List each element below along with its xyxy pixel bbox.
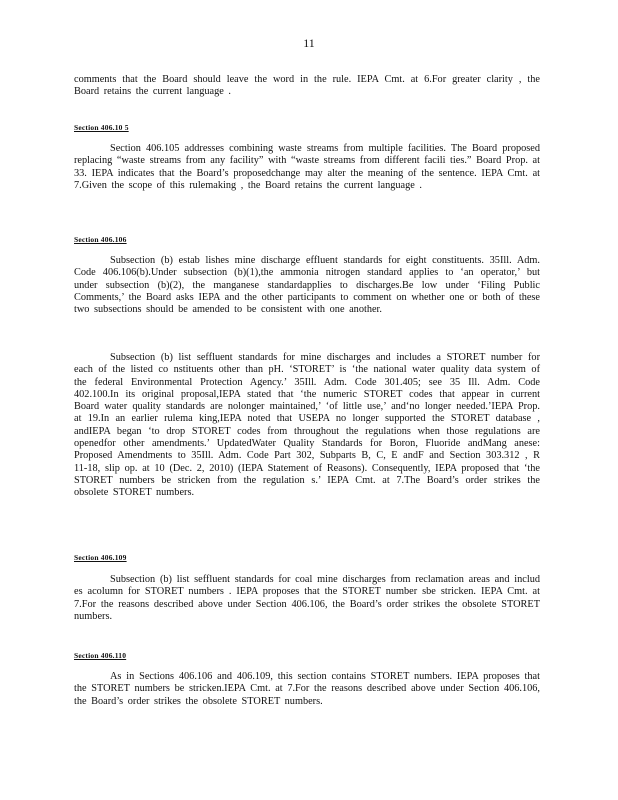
paragraph-406-106-storet xyxy=(74,352,540,500)
paragraph-continuation xyxy=(74,74,540,99)
section-heading-406-106 xyxy=(74,229,540,247)
paragraph-text: Subsection (b) list seffluent standards for coal mine discharges from reclamation areas and includ es acolumn for STORET numbers . IEPA proposes that the STORET number sbe stricken. IEPA Cmt. at 7.For the reasons described above under Section 406.106, the Board’s order strikes the obsolete STORET numbers. xyxy=(74,574,540,622)
section-heading-406-105 xyxy=(74,117,540,135)
section-heading-406-109 xyxy=(74,547,540,565)
section-heading-406-110 xyxy=(74,645,540,663)
section-heading-text: Section 406.106 xyxy=(74,235,127,244)
section-heading-text: Section 406.109 xyxy=(74,553,127,562)
paragraph-text: comments that the Board should leave the word in the rule. IEPA Cmt. at 6.For greater clarity , the Board retains the current language . xyxy=(74,74,540,98)
paragraph-text: Section 406.105 addresses combining waste streams from multiple facilities. The Board proposed replacing “waste streams from any facility” with “waste streams from different facili ties.” Board Prop. at 33. IEPA indicates that the Board’s proposedchange may alter the meaning of the sentence. IEPA Cmt. at 7.Given the scope of this rulemaking , the Board retains the current language . xyxy=(74,143,540,191)
paragraph-406-106-subsection-b xyxy=(74,255,540,316)
paragraph-section-406-110 xyxy=(74,671,540,708)
page-number: 11 xyxy=(303,36,315,50)
paragraph-section-406-105 xyxy=(74,143,540,192)
section-heading-text: Section 406.10 5 xyxy=(74,123,129,132)
section-heading-text: Section 406.110 xyxy=(74,651,127,660)
paragraph-section-406-109 xyxy=(74,574,540,623)
paragraph-text: Subsection (b) estab lishes mine discharge effluent standards for eight constituents. 35Ill. Adm. Code 406.106(b).Under subsection (b)(1),the ammonia nitrogen standard applies to ‘an operator,’ but under subsection (b)(2), the manganese standardapplies to discharges.Be low under ‘Filing Public Comments,’ the Board asks IEPA and the other participants to comment on whether one or both of these two subsections should be amended to be consistent with one another. xyxy=(74,255,540,316)
paragraph-text: As in Sections 406.106 and 406.109, this section contains STORET numbers. IEPA proposes that the STORET numbers be stricken.IEPA Cmt. at 7.For the reasons described above under Section 406.106, the Board’s order strikes the obsolete STORET numbers. xyxy=(74,671,540,707)
paragraph-text: Subsection (b) list seffluent standards for mine discharges and includes a STORET number for each of the listed co nstituents other than pH. ‘STORET’ is ‘the national water quality data system of the federal Environmental Protection Agency.’ 35Ill. Adm. Code 301.405; see 35 Ill. Adm. Code 402.100.In its original proposal,IEPA stated that ‘the numeric STORET codes that appear in current Board water quality standards are nolonger maintained,’ ‘of little use,’ and‘no longer needed.’IEPA Prop. at 19.In an earlier rulema king,IEPA noted that USEPA no longer supported the STORET database , andIEPA began ‘to drop STORET codes from throughout the regulations when those regulations are openedfor other amendments.’ UpdatedWater Quality Standards for Boron, Fluoride andMang anese: Proposed Amendments to 35Ill. Adm. Code Part 302, Subparts B, C, E andF and Section 303.312 , R 11-18, slip op. at 10 (Dec. 2, 2010) (IEPA Statement of Reasons). Consequently, IEPA proposed that ‘the STORET numbers be stricken from the regulation s.’ IEPA Cmt. at 7.The Board’s order strikes the obsolete STORET numbers. xyxy=(74,352,540,499)
